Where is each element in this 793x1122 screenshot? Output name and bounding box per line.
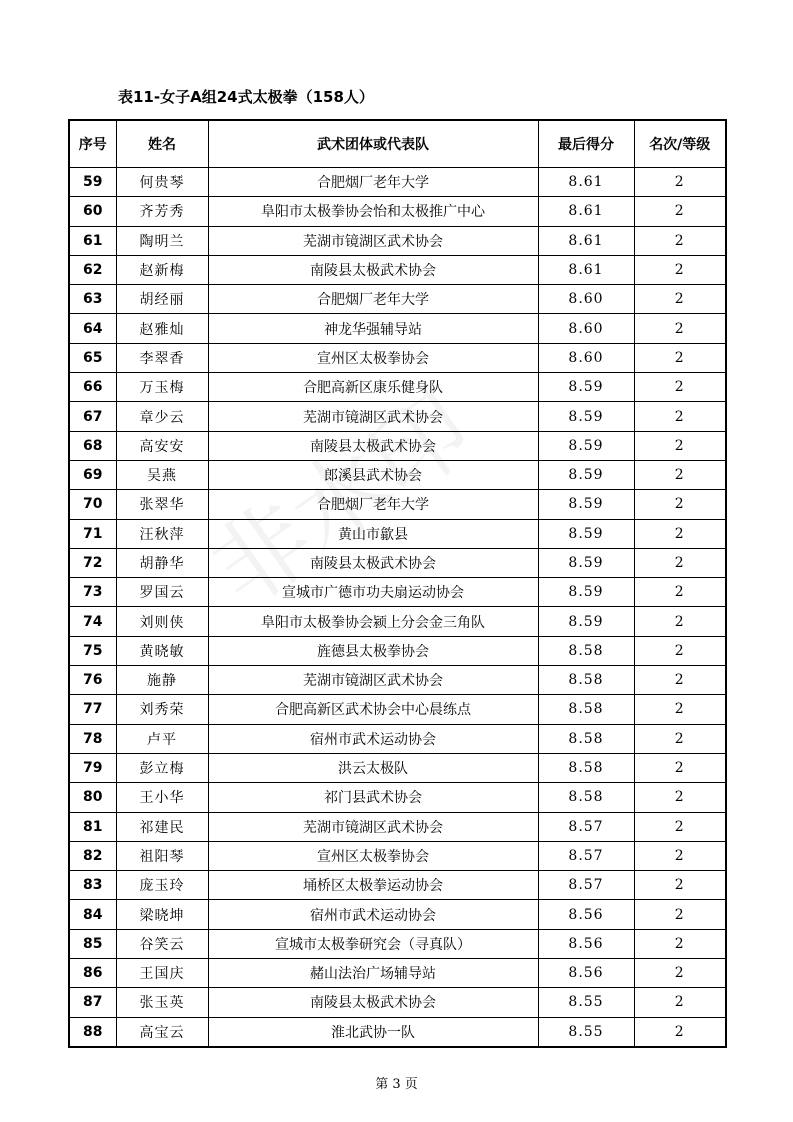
cell-team: 宣州区太极拳协会 [208, 841, 538, 870]
cell-name: 齐芳秀 [116, 197, 208, 226]
cell-seq: 64 [69, 314, 116, 343]
cell-team: 芜湖市镜湖区武术协会 [208, 226, 538, 255]
table-row [69, 168, 726, 197]
cell-rank: 2 [634, 314, 726, 343]
table-row [69, 636, 726, 665]
table-row [69, 314, 726, 343]
cell-name: 彭立梅 [116, 753, 208, 782]
cell-rank: 2 [634, 343, 726, 372]
cell-rank: 2 [634, 460, 726, 489]
table-body [69, 168, 726, 1047]
cell-name: 刘则侠 [116, 607, 208, 636]
cell-seq: 71 [69, 519, 116, 548]
cell-seq: 76 [69, 666, 116, 695]
cell-score: 8.61 [538, 226, 634, 255]
cell-score: 8.59 [538, 490, 634, 519]
cell-seq: 74 [69, 607, 116, 636]
cell-score: 8.61 [538, 168, 634, 197]
cell-seq: 63 [69, 285, 116, 314]
cell-rank: 2 [634, 226, 726, 255]
cell-score: 8.58 [538, 636, 634, 665]
table-row [69, 226, 726, 255]
cell-team: 赭山法治广场辅导站 [208, 959, 538, 988]
cell-score: 8.59 [538, 402, 634, 431]
cell-team: 合肥烟厂老年大学 [208, 168, 538, 197]
cell-score: 8.59 [538, 519, 634, 548]
cell-score: 8.58 [538, 666, 634, 695]
cell-name: 赵新梅 [116, 255, 208, 284]
cell-name: 高宝云 [116, 1017, 208, 1047]
cell-rank: 2 [634, 255, 726, 284]
cell-score: 8.61 [538, 197, 634, 226]
table-row [69, 900, 726, 929]
cell-score: 8.56 [538, 959, 634, 988]
cell-team: 芜湖市镜湖区武术协会 [208, 402, 538, 431]
header-name: 姓名 [116, 120, 208, 168]
cell-seq: 72 [69, 548, 116, 577]
cell-seq: 86 [69, 959, 116, 988]
cell-rank: 2 [634, 666, 726, 695]
cell-team: 黄山市歙县 [208, 519, 538, 548]
cell-name: 章少云 [116, 402, 208, 431]
cell-seq: 73 [69, 578, 116, 607]
cell-rank: 2 [634, 1017, 726, 1047]
cell-seq: 67 [69, 402, 116, 431]
table-row [69, 724, 726, 753]
page-title: 表11-女子A组24式太极拳（158人） [118, 88, 374, 106]
cell-team: 南陵县太极武术协会 [208, 988, 538, 1017]
cell-team: 宿州市武术运动协会 [208, 900, 538, 929]
cell-team: 合肥高新区武术协会中心晨练点 [208, 695, 538, 724]
cell-name: 罗国云 [116, 578, 208, 607]
cell-seq: 82 [69, 841, 116, 870]
cell-score: 8.55 [538, 1017, 634, 1047]
cell-team: 祁门县武术协会 [208, 783, 538, 812]
cell-rank: 2 [634, 988, 726, 1017]
table-row [69, 431, 726, 460]
cell-score: 8.60 [538, 343, 634, 372]
cell-seq: 83 [69, 871, 116, 900]
cell-score: 8.56 [538, 900, 634, 929]
header-seq: 序号 [69, 120, 116, 168]
cell-name: 汪秋萍 [116, 519, 208, 548]
cell-rank: 2 [634, 841, 726, 870]
cell-rank: 2 [634, 519, 726, 548]
cell-score: 8.57 [538, 871, 634, 900]
cell-name: 梁晓坤 [116, 900, 208, 929]
cell-rank: 2 [634, 490, 726, 519]
cell-team: 合肥高新区康乐健身队 [208, 373, 538, 402]
table-row [69, 607, 726, 636]
cell-name: 胡经丽 [116, 285, 208, 314]
cell-seq: 75 [69, 636, 116, 665]
header-team: 武术团体或代表队 [208, 120, 538, 168]
cell-name: 高安安 [116, 431, 208, 460]
table-row [69, 841, 726, 870]
cell-rank: 2 [634, 373, 726, 402]
cell-seq: 88 [69, 1017, 116, 1047]
cell-seq: 61 [69, 226, 116, 255]
cell-team: 旌德县太极拳协会 [208, 636, 538, 665]
cell-seq: 65 [69, 343, 116, 372]
cell-team: 埇桥区太极拳运动协会 [208, 871, 538, 900]
cell-rank: 2 [634, 724, 726, 753]
table-row [69, 988, 726, 1017]
cell-seq: 77 [69, 695, 116, 724]
cell-seq: 59 [69, 168, 116, 197]
cell-seq: 70 [69, 490, 116, 519]
cell-rank: 2 [634, 168, 726, 197]
cell-name: 何贵琴 [116, 168, 208, 197]
table-row [69, 666, 726, 695]
results-table [68, 119, 727, 1048]
cell-score: 8.58 [538, 783, 634, 812]
cell-team: 郎溪县武术协会 [208, 460, 538, 489]
cell-seq: 66 [69, 373, 116, 402]
cell-rank: 2 [634, 871, 726, 900]
cell-rank: 2 [634, 695, 726, 724]
cell-score: 8.58 [538, 753, 634, 782]
cell-seq: 81 [69, 812, 116, 841]
cell-rank: 2 [634, 959, 726, 988]
cell-name: 黄晓敏 [116, 636, 208, 665]
table-row [69, 519, 726, 548]
table-row [69, 285, 726, 314]
cell-rank: 2 [634, 607, 726, 636]
table-row [69, 373, 726, 402]
cell-name: 祖阳琴 [116, 841, 208, 870]
cell-score: 8.56 [538, 929, 634, 958]
cell-score: 8.60 [538, 314, 634, 343]
cell-rank: 2 [634, 431, 726, 460]
cell-seq: 68 [69, 431, 116, 460]
cell-score: 8.55 [538, 988, 634, 1017]
cell-name: 万玉梅 [116, 373, 208, 402]
cell-name: 李翠香 [116, 343, 208, 372]
cell-rank: 2 [634, 402, 726, 431]
cell-team: 淮北武协一队 [208, 1017, 538, 1047]
cell-team: 芜湖市镜湖区武术协会 [208, 666, 538, 695]
cell-team: 合肥烟厂老年大学 [208, 285, 538, 314]
cell-seq: 84 [69, 900, 116, 929]
cell-team: 宣城市广德市功夫扇运动协会 [208, 578, 538, 607]
table-row [69, 1017, 726, 1047]
table-row [69, 753, 726, 782]
table-row [69, 783, 726, 812]
header-rank: 名次/等级 [634, 120, 726, 168]
cell-name: 王国庆 [116, 959, 208, 988]
cell-team: 宿州市武术运动协会 [208, 724, 538, 753]
cell-rank: 2 [634, 783, 726, 812]
cell-name: 庞玉玲 [116, 871, 208, 900]
cell-seq: 69 [69, 460, 116, 489]
cell-score: 8.59 [538, 578, 634, 607]
cell-name: 吴燕 [116, 460, 208, 489]
cell-seq: 79 [69, 753, 116, 782]
table-row [69, 402, 726, 431]
cell-rank: 2 [634, 929, 726, 958]
cell-score: 8.59 [538, 373, 634, 402]
table-row [69, 490, 726, 519]
cell-score: 8.58 [538, 724, 634, 753]
cell-rank: 2 [634, 197, 726, 226]
cell-seq: 85 [69, 929, 116, 958]
cell-name: 谷笑云 [116, 929, 208, 958]
header-score: 最后得分 [538, 120, 634, 168]
cell-score: 8.61 [538, 255, 634, 284]
cell-team: 阜阳市太极拳协会颍上分会金三角队 [208, 607, 538, 636]
cell-score: 8.59 [538, 548, 634, 577]
cell-team: 宣城市太极拳研究会（寻真队） [208, 929, 538, 958]
cell-rank: 2 [634, 636, 726, 665]
cell-team: 南陵县太极武术协会 [208, 548, 538, 577]
cell-team: 阜阳市太极拳协会怡和太极推广中心 [208, 197, 538, 226]
table-row [69, 548, 726, 577]
cell-team: 芜湖市镜湖区武术协会 [208, 812, 538, 841]
cell-seq: 80 [69, 783, 116, 812]
cell-team: 合肥烟厂老年大学 [208, 490, 538, 519]
cell-seq: 87 [69, 988, 116, 1017]
cell-name: 胡静华 [116, 548, 208, 577]
cell-rank: 2 [634, 548, 726, 577]
table-row [69, 959, 726, 988]
cell-name: 祁建民 [116, 812, 208, 841]
table-row [69, 255, 726, 284]
cell-team: 神龙华强辅导站 [208, 314, 538, 343]
cell-rank: 2 [634, 578, 726, 607]
cell-seq: 60 [69, 197, 116, 226]
cell-team: 南陵县太极武术协会 [208, 255, 538, 284]
cell-score: 8.57 [538, 841, 634, 870]
cell-name: 赵雅灿 [116, 314, 208, 343]
cell-score: 8.59 [538, 607, 634, 636]
table-row [69, 812, 726, 841]
page-number: 第 3 页 [375, 1077, 418, 1092]
cell-name: 陶明兰 [116, 226, 208, 255]
table-header-row [69, 120, 726, 168]
table-row [69, 197, 726, 226]
table-row [69, 929, 726, 958]
cell-rank: 2 [634, 900, 726, 929]
cell-name: 卢平 [116, 724, 208, 753]
cell-seq: 78 [69, 724, 116, 753]
table-row [69, 695, 726, 724]
cell-rank: 2 [634, 285, 726, 314]
table-row [69, 871, 726, 900]
cell-seq: 62 [69, 255, 116, 284]
cell-name: 王小华 [116, 783, 208, 812]
cell-name: 张翠华 [116, 490, 208, 519]
cell-name: 张玉英 [116, 988, 208, 1017]
cell-team: 宣州区太极拳协会 [208, 343, 538, 372]
cell-score: 8.59 [538, 460, 634, 489]
table-row [69, 343, 726, 372]
cell-name: 刘秀荣 [116, 695, 208, 724]
cell-rank: 2 [634, 812, 726, 841]
cell-name: 施静 [116, 666, 208, 695]
cell-team: 洪云太极队 [208, 753, 538, 782]
cell-rank: 2 [634, 753, 726, 782]
cell-score: 8.58 [538, 695, 634, 724]
table-row [69, 460, 726, 489]
table-row [69, 578, 726, 607]
cell-score: 8.59 [538, 431, 634, 460]
cell-score: 8.60 [538, 285, 634, 314]
cell-team: 南陵县太极武术协会 [208, 431, 538, 460]
cell-score: 8.57 [538, 812, 634, 841]
